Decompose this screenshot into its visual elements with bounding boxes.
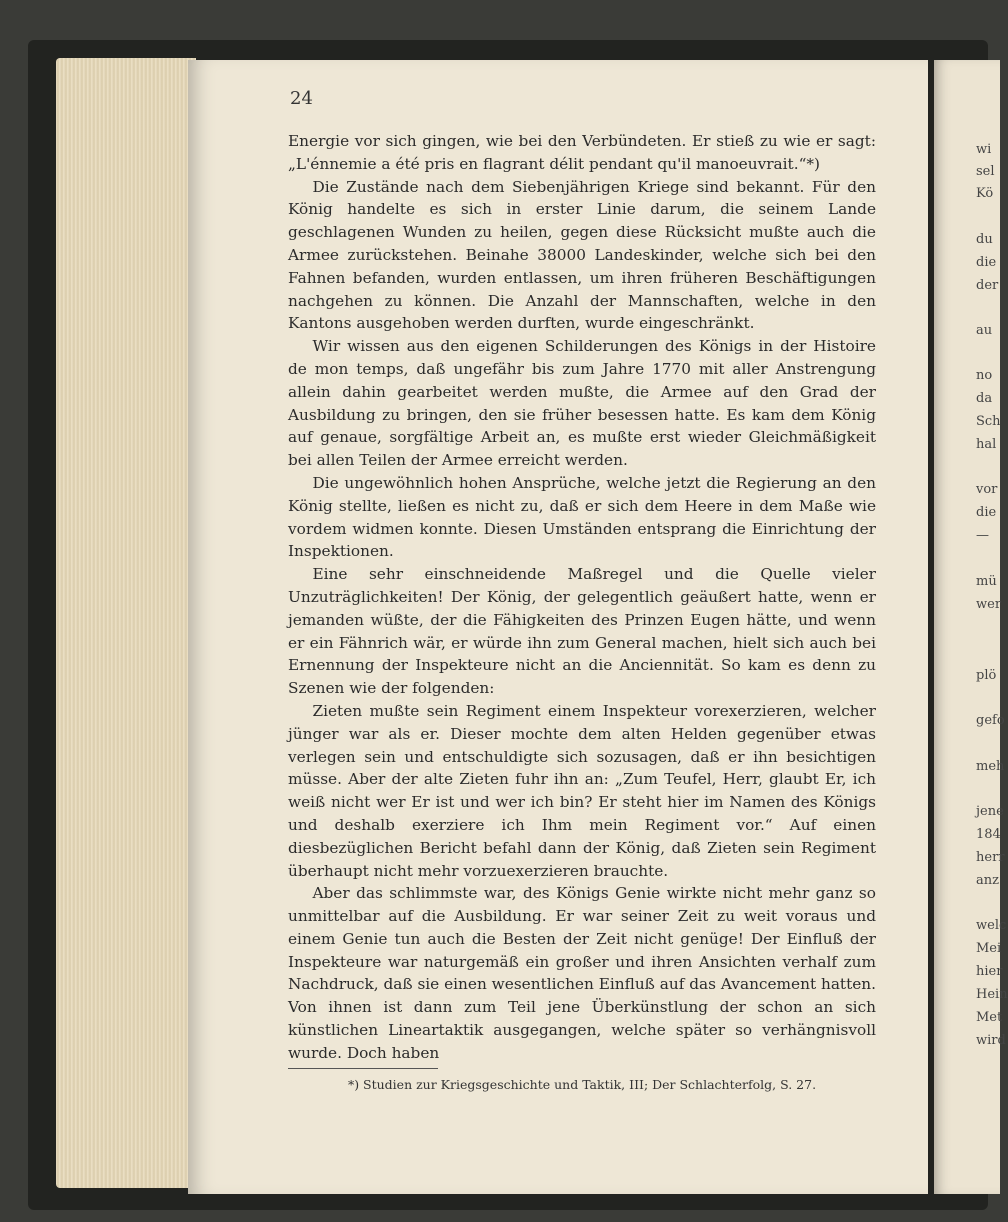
facing-page-fragment: wird xyxy=(976,1033,1006,1048)
facing-page-fragment: vor xyxy=(976,482,998,497)
footnote: *) Studien zur Kriegsgeschichte und Taktik, III; Der Schlachterfolg, S. 27. xyxy=(347,1077,817,1092)
facing-page-fragment: no xyxy=(976,368,993,383)
facing-page-fragment: da xyxy=(976,391,993,406)
facing-page-fragment: plö xyxy=(976,668,997,683)
paragraph: Eine sehr einschneidende Maßregel und die Quelle vieler Unzuträglichkeiten! Der König, der gelegentlich geäußert hatte, wenn er jemanden wüßte, der die Fähigkeiten des Prinzen Eugen hätte, und wenn er ein Fähnrich wär, er würde ihn zum General machen, hielt sich auch bei Ernennung der Inspekteure nicht an die Anciennität. So kam es denn zu Szenen wie der folgenden: xyxy=(288,565,876,698)
facing-page-fragment: gefo xyxy=(976,713,1005,728)
facing-page-fragment: meh xyxy=(976,759,1005,774)
book-page xyxy=(188,60,928,1194)
facing-page-fragment: sel xyxy=(976,164,995,179)
facing-page-fragment: Kö xyxy=(976,186,994,201)
facing-page-fragment: 184 xyxy=(976,827,1001,842)
paragraph: Wir wissen aus den eigenen Schilderungen des Königs in der Histoire de mon temps, daß ungefähr bis zum Jahre 1770 mit aller Anstrengung allein dahin gearbeitet werden mußte, die Armee auf den Grad der Ausbildung zu bringen, den sie früher besessen hatte. Es kam dem König auf genaue, sorgfältige Arbeit an, es mußte erst wieder Gleichmäßigkeit bei allen Teilen der Armee erreicht werden. xyxy=(288,337,876,470)
page-text xyxy=(288,130,876,1065)
facing-page-fragment: wer xyxy=(976,597,1002,612)
facing-page-fragment: Hein xyxy=(976,987,1008,1002)
facing-page xyxy=(934,60,1008,1194)
paragraph: Aber das schlimmste war, des Königs Genie wirkte nicht mehr ganz so unmittelbar auf die Ausbildung. Er war seiner Zeit zu weit voraus und einem Genie tun auch die Besten der Zeit nicht genüge! Der Einfluß der Inspekteure war naturgemäß ein großer und ihren Ansichten verhalf zum Nachdruck, daß sie einen wesentlichen Einfluß auf das Avancement hatten. Von ihnen ist dann zum Teil jene Überkünstlung der schon an sich künstlichen Lineartaktik ausgegangen, welche später so verhängnisvoll wurde. Doch haben xyxy=(288,884,876,1062)
facing-page-fragment: mü xyxy=(976,574,997,589)
facing-page-fragment: welc xyxy=(976,918,1007,933)
facing-page-fragment: wi xyxy=(976,142,992,157)
facing-page-fragment: Sch xyxy=(976,414,1001,429)
facing-page-fragment: Met xyxy=(976,1010,1003,1025)
facing-page-fragment: hal xyxy=(976,437,997,452)
facing-page-fragment: Mei xyxy=(976,941,1002,956)
facing-page-fragment: herr xyxy=(976,850,1005,865)
footnote-rule xyxy=(288,1068,438,1069)
facing-page-fragment: hier xyxy=(976,964,1003,979)
facing-page-fragment: der xyxy=(976,278,999,293)
facing-page-fragment: du xyxy=(976,232,993,247)
paragraph: Energie vor sich gingen, wie bei den Verbündeten. Er stieß zu wie er sagt: „L'énnemie a été pris en flagrant délit pendant qu'il manoeuvrait.“*) xyxy=(288,132,876,173)
facing-page-fragment: au xyxy=(976,323,993,338)
paragraph: Die Zustände nach dem Siebenjährigen Kriege sind bekannt. Für den König handelte es sich in erster Linie darum, die seinem Lande geschlagenen Wunden zu heilen, gegen diese Rücksicht mußte auch die Armee zurückstehen. Beinahe 38000 Landeskinder, welche sich bei den Fahnen befanden, wurden entlassen, um ihren früheren Beschäftigungen nachgehen zu können. Die Anzahl der Mannschaften, welche in den Kantons ausgehoben werden durften, wurde eingeschränkt. xyxy=(288,177,876,333)
facing-page-fragment: die xyxy=(976,505,997,520)
paragraph: Zieten mußte sein Regiment einem Inspekteur vorexerzieren, welcher jünger war als er. Dieser mochte dem alten Helden gegenüber etwas verlegen sein und entschuldigte sich sozusagen, daß er ihn besichtigen müsse. Aber der alte Zieten fuhr ihn an: „Zum Teufel, Herr, glaubt Er, ich weiß nicht wer Er ist und wer ich bin? Er steht hier im Namen des Königs und deshalb exerziere ich Ihm mein Regiment vor.“ Auf einen diesbezüglichen Bericht befahl dann der König, daß Zieten sein Regiment überhaupt nicht mehr vorzuexerzieren brauchte. xyxy=(288,701,876,880)
facing-page-fragment: die xyxy=(976,255,997,270)
paragraph: Die ungewöhnlich hohen Ansprüche, welche jetzt die Regierung an den König stellte, ließen es nicht zu, daß er sich dem Heere in dem Maße wie vordem widmen konnte. Diesen Umständen entsprang die Einrichtung der Inspektionen. xyxy=(288,473,876,561)
facing-page-fragment: anz xyxy=(976,873,999,888)
facing-page-fragment: jene xyxy=(976,804,1004,819)
page-number: 24 xyxy=(290,88,313,109)
facing-page-fragment: — xyxy=(976,528,989,543)
page-edges xyxy=(56,58,196,1188)
